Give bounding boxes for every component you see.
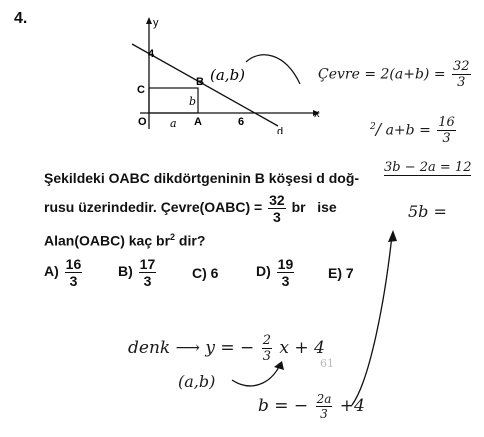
tick-6-label: 6 <box>238 116 245 128</box>
line-formula-den: 3 <box>262 349 271 364</box>
option-c-letter: C) <box>192 265 207 281</box>
option-c-value: 6 <box>210 265 219 281</box>
option-d-den: 3 <box>281 273 290 289</box>
tick-4-label: 4 <box>148 48 155 60</box>
arrow-icon: ⟶ <box>175 338 200 358</box>
handwritten-line-eq: 3b − 2a = 12 <box>384 160 472 175</box>
question-number: 4. <box>14 10 28 27</box>
half-ab: a+b = <box>385 122 431 139</box>
line2-text-b: br ise <box>291 199 337 216</box>
option-e-value: 7 <box>345 265 354 281</box>
option-a-num: 16 <box>65 256 82 272</box>
option-a-letter: A) <box>44 263 59 280</box>
segment-a-label: a <box>170 117 177 130</box>
curved-arrow-lower-head <box>274 361 284 370</box>
y-axis-label: y <box>153 17 159 29</box>
perimeter-num: 32 <box>269 192 285 208</box>
handwritten-half: $^2$/ a+b = $\frac{16}{3}$ <box>370 115 455 146</box>
origin-label: O <box>138 116 147 128</box>
perimeter-den: 3 <box>273 209 281 225</box>
long-arrow-up <box>352 235 392 405</box>
half-two: 2 <box>370 121 376 132</box>
point-a-label: A <box>194 116 202 128</box>
b-eq-den: 3 <box>320 407 328 421</box>
option-e-letter: E) <box>328 265 342 281</box>
curved-arrow-lower <box>232 365 280 386</box>
segment-b-label: b <box>189 95 197 108</box>
half-den: 3 <box>442 131 451 146</box>
denk-word: denk <box>128 338 171 358</box>
option-a-den: 3 <box>69 273 78 289</box>
line-formula-num: 2 <box>262 333 271 348</box>
question-line-1: Şekildeki OABC dikdörtgeninin B köşesi d doğ- <box>44 170 360 186</box>
half-num: 16 <box>438 115 455 130</box>
option-b-letter: B) <box>118 263 133 280</box>
long-arrow-up-head <box>388 230 397 242</box>
cevre-den: 3 <box>457 75 466 90</box>
b-eq-rest: +4 <box>339 396 365 416</box>
line-d-label: d <box>277 126 284 134</box>
line3-text-b: dir? <box>175 232 206 249</box>
x-axis-label: x <box>314 108 320 120</box>
point-c-label: C <box>137 84 145 96</box>
option-b-den: 3 <box>143 273 152 289</box>
line3-text-a: Alan(OABC) kaç br <box>44 232 171 249</box>
line-formula-rest: x + 4 <box>279 338 325 358</box>
b-eq-start: b = − <box>258 396 309 416</box>
option-d-num: 19 <box>277 256 294 272</box>
handwritten-ab-near-b: (a,b) <box>210 66 246 84</box>
b-eq-num: 2a <box>316 392 332 406</box>
faint-mark: 61 <box>320 357 334 370</box>
option-b-num: 17 <box>139 256 156 272</box>
line-formula-start: y = − <box>205 338 255 358</box>
handwritten-five-b: 5b = <box>408 202 447 221</box>
handwritten-ab-lower: (a,b) <box>178 372 216 391</box>
point-b-label: B <box>196 76 204 88</box>
cevre-num: 32 <box>453 59 470 74</box>
line2-text-a: rusu üzerindedir. Çevre(OABC) = <box>44 199 263 216</box>
cevre-text: Çevre = 2(a+b) = <box>318 66 446 83</box>
line3-sup: 2 <box>170 232 176 242</box>
option-d-letter: D) <box>256 263 271 280</box>
